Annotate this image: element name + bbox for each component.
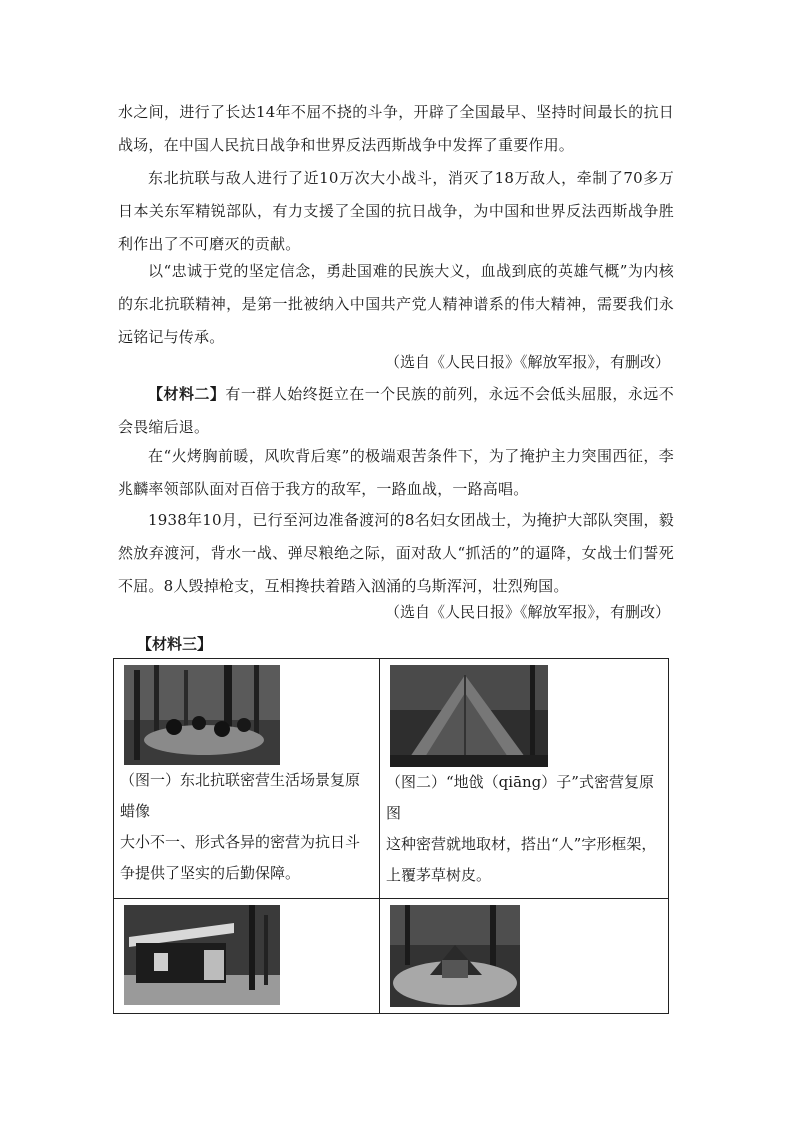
table-cell-figure-2 xyxy=(380,659,669,899)
table-row xyxy=(114,899,669,1014)
table-cell-figure-3 xyxy=(114,899,380,1014)
figure-1-caption: （图一）东北抗联密营生活场景复原蜡像 xyxy=(120,771,361,820)
material3-label: 【材料三】 xyxy=(137,635,213,653)
figure-4-photo xyxy=(390,905,520,1007)
figure-2-caption: （图二）“地戗（qiāng）子”式密营复原图 xyxy=(386,773,654,822)
material2-label: 【材料二】 xyxy=(148,385,226,403)
table-cell-figure-4 xyxy=(380,899,669,1014)
table-row xyxy=(114,659,669,899)
material1-source: （选自《人民日报》《解放军报》，有删改） xyxy=(384,353,670,371)
material3-table xyxy=(113,658,669,1014)
material2-paragraph-1 xyxy=(118,378,674,444)
material1-paragraph-3: 以“忠诚于党的坚定信念，勇赴国难的民族大义，血战到底的英雄气概”为内核的东北抗联精神，是第一批被纳入中国共产党人精神谱系的伟大精神，需要我们永远铭记与传承。 xyxy=(118,262,674,346)
figure-1-photo xyxy=(124,665,280,765)
material2-source: （选自《人民日报》《解放军报》，有删改） xyxy=(384,603,670,621)
material1-paragraph-2: 东北抗联与敌人进行了近10万次大小战斗，消灭了18万敌人，牵制了70多万日本关东军精锐部队，有力支援了全国的抗日战争，为中国和世界反法西斯战争胜利作出了不可磨灭的贡献。 xyxy=(118,169,674,253)
material1-paragraph-1: 水之间，进行了长达14年不屈不挠的斗争，开辟了全国最早、坚持时间最长的抗日战场，在中国人民抗日战争和世界反法西斯战争中发挥了重要作用。 xyxy=(118,103,674,154)
figure-3-photo xyxy=(124,905,280,1005)
figure-1-description: 大小不一、形式各异的密营为抗日斗争提供了坚实的后勤保障。 xyxy=(120,833,361,882)
material2-paragraph-1-text: 有一群人始终挺立在一个民族的前列，永远不会低头屈服，永远不会畏缩后退。 xyxy=(118,385,674,436)
figure-2-photo xyxy=(390,665,548,767)
table-cell-figure-1 xyxy=(114,659,380,899)
figure-2-description: 这种密营就地取材，搭出“人”字形框架，上覆茅草树皮。 xyxy=(386,835,657,884)
material2-paragraph-2: 在“火烤胸前暖，风吹背后寒”的极端艰苦条件下，为了掩护主力突围西征，李兆麟率领部队面对百倍于我方的敌军，一路血战，一路高唱。 xyxy=(118,447,674,498)
material2-paragraph-3: 1938年10月，已行至河边准备渡河的8名妇女团战士，为掩护大部队突围，毅然放弃渡河，背水一战、弹尽粮绝之际，面对敌人“抓活的”的逼降，女战士们誓死不屈。8人毁掉枪支，互相搀扶着踏入汹涌的乌斯浑河，壮烈殉国。 xyxy=(118,511,674,595)
